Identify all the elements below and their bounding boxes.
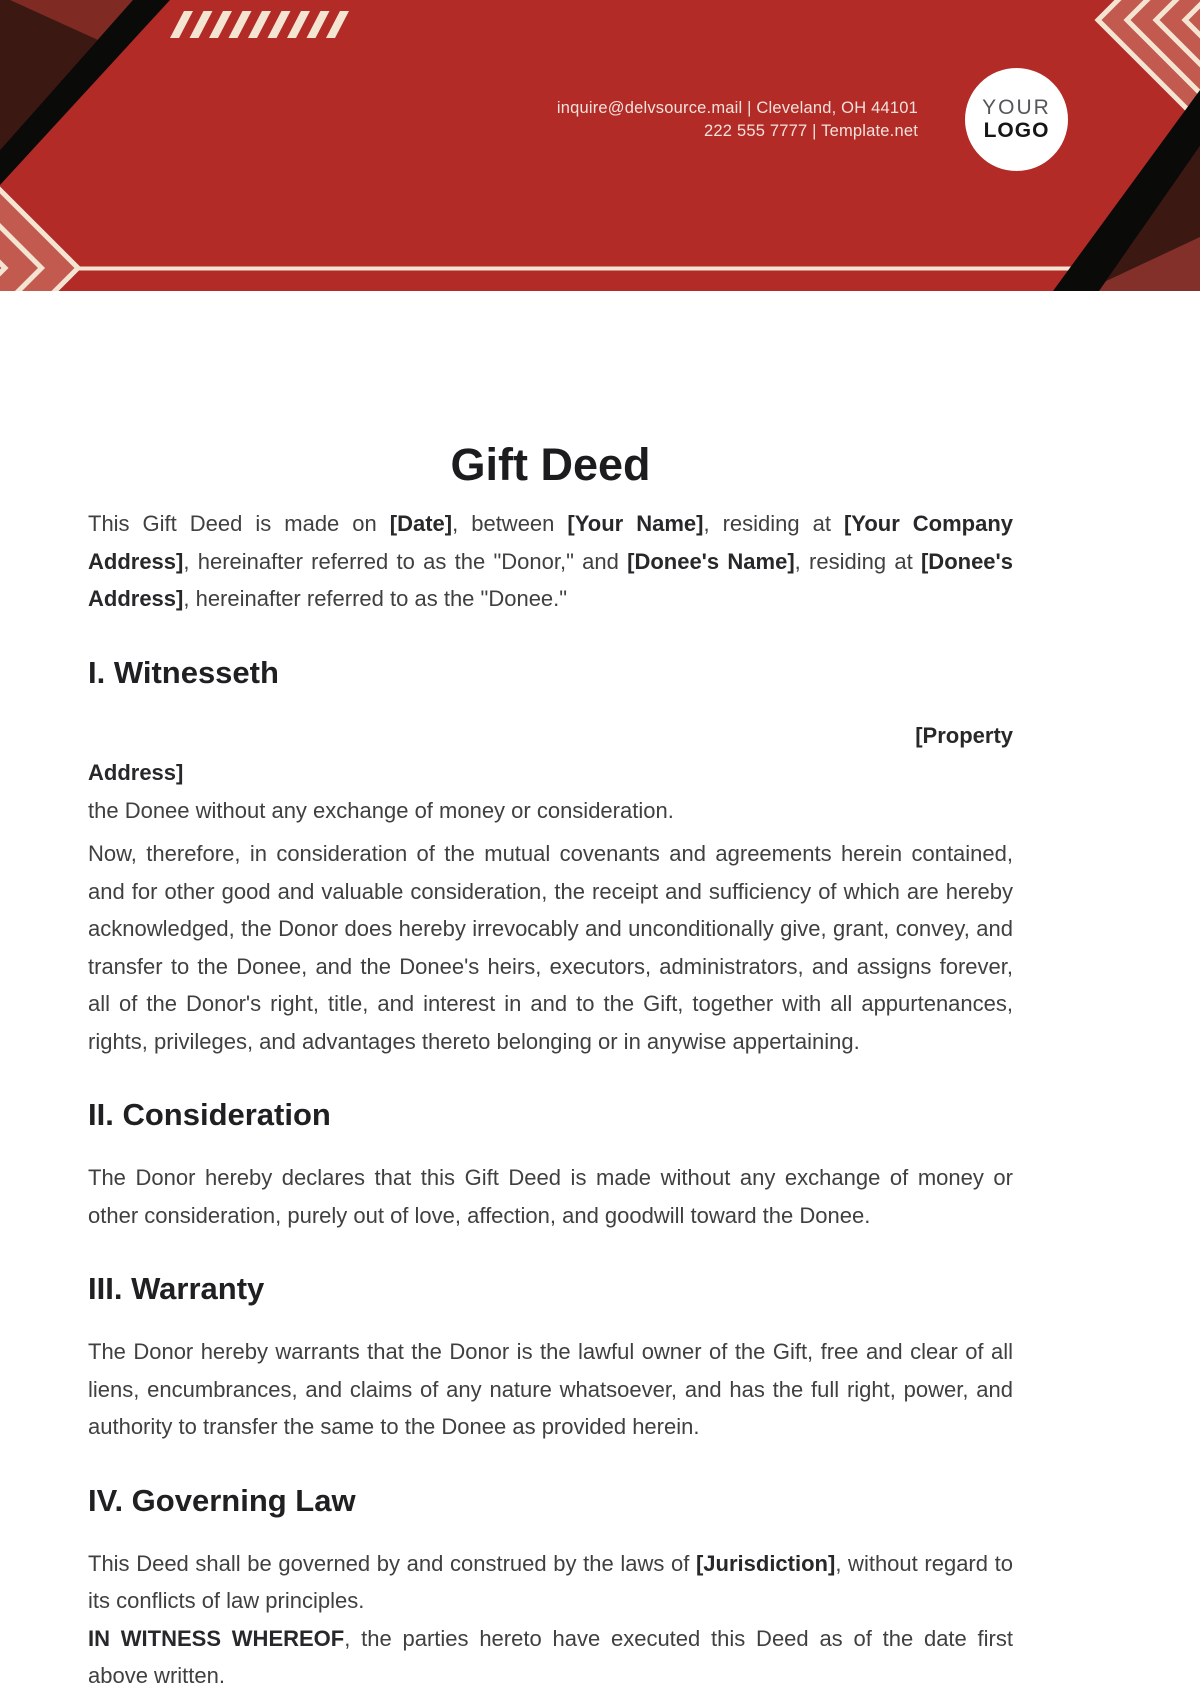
text-segment: [Your Name] bbox=[567, 511, 704, 536]
property-address-line-2 bbox=[88, 754, 1013, 792]
text-segment: The Donor hereby warrants that the Donor is the lawful owner of the Gift, free and clear of all liens, encumbrances, and claims of any nature whatsoever, and has the full right, power, and authority to transfer the same to the Donee as provided herein. bbox=[88, 1339, 1013, 1439]
text-segment: , without regard to its conflicts of law principles. bbox=[88, 1550, 1013, 1613]
corner-shapes-top-left bbox=[0, 0, 170, 185]
section-heading-governing-law: IV. Governing Law bbox=[88, 1482, 356, 1518]
text-segment: Now, therefore, in consideration of the mutual covenants and agreements herein contained, and for other good and valuable consideration, the receipt and sufficiency of which are hereby acknowledged, the Donor does hereby irrevocably and unconditionally give, grant, convey, and transfer to the Donee, and the Donee's heirs, executors, administrators, and assigns forever, all of the Donor's right, title, and interest in and to the Gift, together with all appurtenances, rights, privileges, and advantages thereto belonging or in anywise appertaining. bbox=[88, 841, 1013, 1054]
warranty-paragraph bbox=[88, 1333, 1013, 1446]
contact-line-1: inquire@delvsource.mail | Cleveland, OH 44101 bbox=[556, 99, 918, 117]
corner-shapes-bottom-right bbox=[1053, 90, 1200, 291]
text-segment: , hereinafter referred to as the "Donee." bbox=[183, 586, 568, 611]
text-segment: The Donor hereby declares that this Gift Deed is made without any exchange of money or other consideration, purely out of love, affection, and goodwill toward the Donee. bbox=[88, 1165, 1013, 1228]
contact-line-2: 222 555 7777 | Template.net bbox=[704, 122, 918, 140]
witnesseth-fragment-line bbox=[88, 792, 1013, 830]
witnesseth-paragraph bbox=[88, 835, 1013, 1060]
text-segment: [Donee's Address] bbox=[88, 548, 1014, 611]
text-segment: [Date] bbox=[389, 511, 453, 536]
section-heading-consideration: II. Consideration bbox=[88, 1097, 331, 1132]
document-body bbox=[0, 440, 1200, 1695]
intro-paragraph bbox=[88, 505, 1013, 618]
section-heading-warranty: III. Warranty bbox=[88, 1271, 265, 1306]
text-segment: [Donee's Name] bbox=[627, 548, 795, 574]
text-segment: , residing at bbox=[794, 548, 921, 574]
logo-text-your: YOUR bbox=[982, 96, 1051, 119]
text-segment: [Property bbox=[915, 722, 1013, 748]
logo-text-logo: LOGO bbox=[983, 119, 1050, 142]
text-segment: IN WITNESS WHEREOF bbox=[88, 1625, 345, 1651]
contact-info bbox=[557, 97, 918, 143]
document-title: Gift Deed bbox=[450, 439, 651, 490]
property-address-line-1 bbox=[88, 717, 1013, 755]
section-heading-witnesseth: I. Witnesseth bbox=[88, 654, 279, 690]
text-segment: [Jurisdiction] bbox=[695, 1550, 836, 1576]
header-banner bbox=[0, 0, 1200, 291]
text-segment: , hereinafter referred to as the "Donor," and bbox=[183, 548, 628, 574]
logo-badge bbox=[965, 68, 1068, 171]
consideration-paragraph bbox=[88, 1159, 1013, 1234]
text-segment: , residing at bbox=[703, 511, 844, 536]
text-segment: the Donee without any exchange of money or consideration. bbox=[88, 797, 674, 823]
text-segment: [Your Company Address] bbox=[88, 511, 1014, 574]
governing-law-paragraph bbox=[88, 1545, 1013, 1620]
text-segment: This Gift Deed is made on bbox=[88, 511, 390, 536]
witness-clause-paragraph bbox=[88, 1620, 1013, 1695]
document-blocks bbox=[88, 505, 1013, 1695]
text-segment: Address] bbox=[88, 760, 184, 785]
text-segment: This Deed shall be governed by and construed by the laws of bbox=[88, 1550, 696, 1576]
text-segment: , the parties hereto have executed this Deed as of the date first above written. bbox=[88, 1625, 1013, 1688]
banner-divider-line bbox=[78, 267, 1100, 271]
slash-decoration bbox=[170, 11, 349, 38]
text-segment: , between bbox=[452, 511, 568, 536]
